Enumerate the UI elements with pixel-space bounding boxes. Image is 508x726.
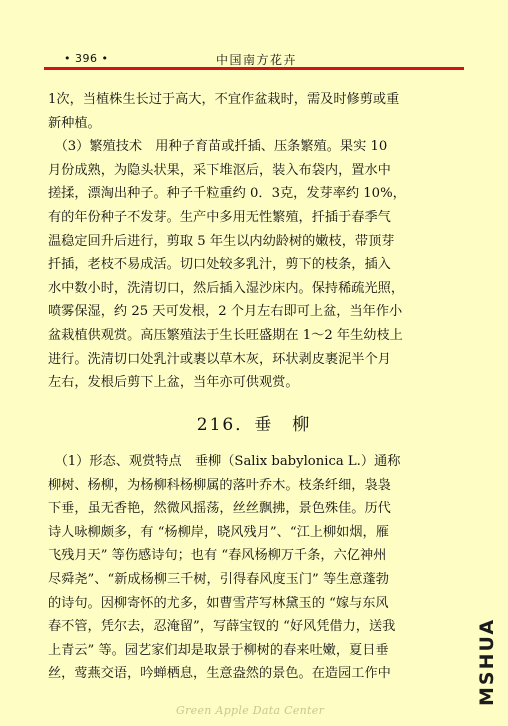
body-text-upper <box>48 88 464 395</box>
text-line: 有的年份种子不发芽。生产中多用无性繁殖，扦插于春季气 <box>48 209 391 225</box>
text-line: （1）形态、观赏特点 垂柳（Salix babylonica L.）通称 <box>48 454 401 469</box>
text-line: 新种植。 <box>48 115 101 131</box>
text-line: 水中数小时，洗清切口，然后插入湿沙床内。保持稀疏光照， <box>48 280 405 296</box>
text-line: 月份成熟，为隐头状果，采下堆沤后，装入布袋内，置水中 <box>48 162 391 178</box>
text-line: 1次，当植株生长过于高大，不宜作盆栽时，需及时修剪或重 <box>48 92 400 107</box>
page-number: • 396 • <box>64 52 109 65</box>
text-line: 左右，发根后剪下上盆，当年亦可供观赏。 <box>48 375 299 391</box>
side-watermark: MSHUA <box>476 617 498 706</box>
text-line: 上青云” 等。园艺家们却是取景于柳树的春来吐嫩，夏日垂 <box>48 642 389 658</box>
text-line: 温稳定回升后进行，剪取 5 年生以内幼龄树的嫩枝，带顶芽 <box>48 233 395 249</box>
body-text-lower <box>48 450 464 686</box>
book-title: 中国南方花卉 <box>216 53 298 67</box>
text-line: 进行。洗清切口处乳汁或裹以草木灰，环状剥皮裹泥半个月 <box>48 351 391 367</box>
text-line: 春不管，凭尔去，忍淹留”，写薛宝钗的 “好风凭借力，送我 <box>48 619 396 635</box>
text-line: 的诗句。因柳寄怀的尤多，如曹雪芹写林黛玉的 “嫁与东风 <box>48 595 389 611</box>
text-line: 诗人咏柳颇多，有 “杨柳岸，晓风残月”、“江上柳如烟，雁 <box>48 524 389 540</box>
text-line: 扦插，老枝不易成活。切口处较多乳汁，剪下的枝条，插入 <box>48 257 391 273</box>
bottom-watermark: Green Apple Data Center <box>176 704 325 717</box>
text-line: 飞残月天” 等伤感诗句；也有 “春风杨柳万千条，六亿神州 <box>48 548 387 564</box>
text-line: 丝，莺燕交语，吟蝉栖息，生意盎然的景色。在造园工作中 <box>48 666 391 682</box>
text-line: 搓揉，漂淘出种子。种子千粒重约 0．3克，发芽率约 10%， <box>48 186 406 202</box>
header-divider <box>44 67 464 70</box>
text-line: 喷雾保湿，约 25 天可发根，2 个月左右即可上盆，当年作小 <box>48 304 403 320</box>
text-line: 柳树、杨柳，为杨柳科杨柳属的落叶乔木。枝条纤细，袅袅 <box>48 477 391 493</box>
text-line: 盆栽植供观赏。高压繁殖法于生长旺盛期在 1～2 年生幼枝上 <box>48 327 403 343</box>
page-header <box>48 50 464 68</box>
section-heading: 216．垂 柳 <box>196 415 312 435</box>
text-line: 尽舜尧”、“新成杨柳三千树，引得春风度玉门” 等生意蓬勃 <box>48 571 389 587</box>
text-line: 下垂，虽无香艳，然微风摇荡，丝丝飘拂，景色殊佳。历代 <box>48 501 391 517</box>
text-line: （3）繁殖技术 用种子育苗或扦插、压条繁殖。果实 10 <box>48 139 388 155</box>
